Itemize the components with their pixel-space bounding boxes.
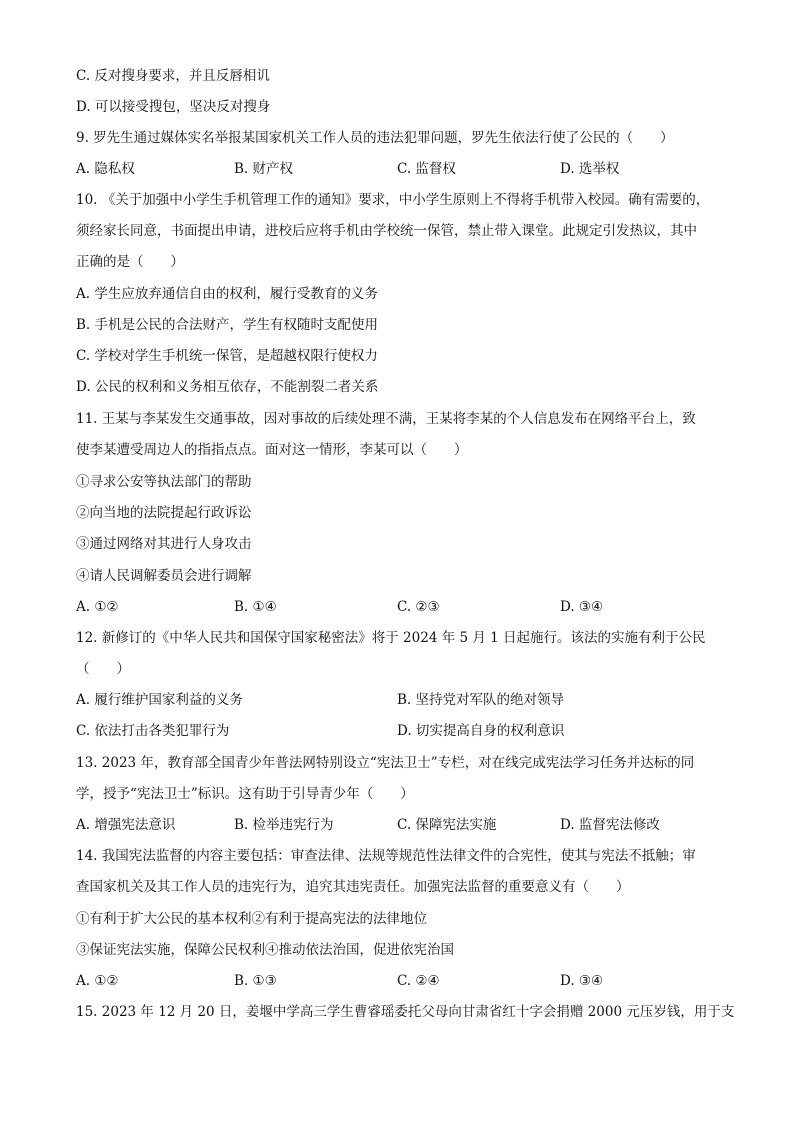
q13-option-c: C. 保障宪法实施 — [397, 817, 497, 833]
q10-option-a: A. 学生应放弃通信自由的权利，履行受教育的义务 — [76, 286, 378, 302]
q11-stem-line-2: 使李某遭受周边人的指指点点。面对这一情形，李某可以（ ） — [76, 442, 468, 458]
q12-stem-line-2: （ ） — [76, 661, 130, 677]
q14-option-c: C. ②④ — [397, 973, 440, 989]
q14-option-d: D. ③④ — [560, 973, 604, 989]
q12-stem-line-1: 12. 新修订的《中华人民共和国保守国家秘密法》将于 2024 年 5 月 1 日起施行。该法的实施有利于公民 — [76, 630, 706, 646]
q14-option-a: A. ①② — [76, 973, 119, 989]
q10-stem-line-2: 须经家长同意，书面提出申请，进校后应将手机由学校统一保管，禁止带入课堂。此规定引发热议，其中 — [76, 223, 697, 239]
q12-options-row-2 — [76, 722, 726, 740]
q13-option-b: B. 检举违宪行为 — [234, 817, 334, 833]
q14-stem-line-1: 14. 我国宪法监督的内容主要包括：审查法律、法规等规范性法律文件的合宪性，使其与宪法不抵触；审 — [76, 848, 696, 864]
q15-stem-line-1: 15. 2023 年 12 月 20 日，姜堰中学高三学生曹睿瑶委托父母向甘肃省红十字会捐赠 2000 元压岁钱，用于支 — [76, 1004, 735, 1020]
q11-option-c: C. ②③ — [397, 599, 440, 615]
q9-option-b: B. 财产权 — [234, 161, 294, 177]
q11-stem-line-1: 11. 王某与李某发生交通事故，因对事故的后续处理不满，王某将李某的个人信息发布在网络平台上，致 — [76, 411, 696, 427]
q12-option-a: A. 履行维护国家利益的义务 — [76, 692, 243, 708]
q9-option-c: C. 监督权 — [397, 161, 456, 177]
q12-option-c: C. 依法打击各类犯罪行为 — [76, 723, 230, 739]
q9-options — [76, 160, 726, 178]
q8-option-c: C. 反对搜身要求，并且反唇相讥 — [76, 68, 270, 84]
q10-option-b: B. 手机是公民的合法财产，学生有权随时支配使用 — [76, 317, 379, 333]
q11-item-3: ③通过网络对其进行人身攻击 — [76, 536, 252, 552]
q13-options — [76, 816, 726, 834]
q14-option-b: B. ①③ — [234, 973, 277, 989]
q13-option-a: A. 增强宪法意识 — [76, 817, 176, 833]
q12-option-b: B. 坚持党对军队的绝对领导 — [397, 692, 565, 708]
q10-stem-line-1: 10. 《关于加强中小学生手机管理工作的通知》要求，中小学生原则上不得将手机带入校园。确有需要的， — [76, 192, 710, 208]
q13-stem-line-2: 学，授予“宪法卫士”标识。这有助于引导青少年（ ） — [76, 786, 414, 802]
q13-option-d: D. 监督宪法修改 — [560, 817, 660, 833]
q14-options — [76, 972, 726, 990]
q11-item-4: ④请人民调解委员会进行调解 — [76, 568, 252, 584]
q14-items-line-1: ①有利于扩大公民的基本权利②有利于提高宪法的法律地位 — [76, 911, 427, 927]
q8-option-d: D. 可以接受搜包，坚决反对搜身 — [76, 99, 271, 115]
q11-option-d: D. ③④ — [560, 599, 604, 615]
q9-option-a: A. 隐私权 — [76, 161, 135, 177]
q11-option-b: B. ①④ — [234, 599, 277, 615]
q10-option-c: C. 学校对学生手机统一保管，是超越权限行使权力 — [76, 348, 378, 364]
q9-option-d: D. 选举权 — [560, 161, 620, 177]
q14-stem-line-2: 查国家机关及其工作人员的违宪行为，追究其违宪责任。加强宪法监督的重要意义有（ ） — [76, 879, 630, 895]
q10-stem-line-3: 正确的是（ ） — [76, 254, 184, 270]
q11-item-2: ②向当地的法院提起行政诉讼 — [76, 505, 252, 521]
q11-options — [76, 598, 726, 616]
q11-item-1: ①寻求公安等执法部门的帮助 — [76, 474, 252, 490]
q14-items-line-2: ③保证宪法实施，保障公民权利④推动依法治国，促进依宪治国 — [76, 942, 454, 958]
q9-stem: 9. 罗先生通过媒体实名举报某国家机关工作人员的违法犯罪问题，罗先生依法行使了公民的（ ） — [76, 130, 674, 146]
q11-option-a: A. ①② — [76, 599, 119, 615]
q12-option-d: D. 切实提高自身的权利意识 — [397, 723, 565, 739]
q12-options-row-1 — [76, 691, 726, 709]
q10-option-d: D. 公民的权利和义务相互依存，不能割裂二者关系 — [76, 379, 379, 395]
q13-stem-line-1: 13. 2023 年，教育部全国青少年普法网特别设立“宪法卫士”专栏，对在线完成宪法学习任务并达标的同 — [76, 755, 695, 771]
